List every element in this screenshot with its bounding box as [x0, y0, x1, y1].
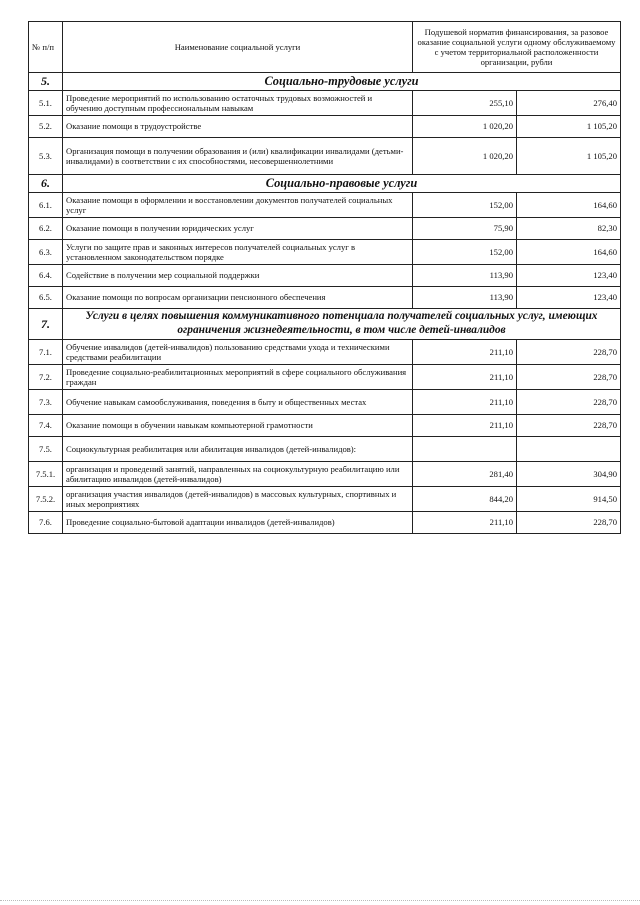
section-title: Социально-трудовые услуги — [63, 73, 621, 91]
row-service-name: Оказание помощи в трудоустройстве — [63, 116, 413, 138]
row-service-name: Социокультурная реабилитация или абилитация инвалидов (детей-инвалидов): — [63, 437, 413, 462]
section-title: Услуги в целях повышения коммуникативного потенциала получателей социальных услуг, имеющих ограничения жизнедеятельности, в том числе детей-инвалидов — [63, 309, 621, 340]
table-row — [29, 265, 621, 287]
row-value-2: 164,60 — [517, 240, 621, 265]
row-service-name: организация участия инвалидов (детей-инвалидов) в массовых культурных, спортивных и иных мероприятиях — [63, 487, 413, 512]
row-number: 7.3. — [29, 390, 63, 415]
row-value-2: 123,40 — [517, 265, 621, 287]
row-number: 7.4. — [29, 415, 63, 437]
row-value-1: 1 020,20 — [413, 116, 517, 138]
table-row — [29, 365, 621, 390]
row-number: 5.3. — [29, 138, 63, 175]
row-value-1: 211,10 — [413, 340, 517, 365]
section-row-6 — [29, 175, 621, 193]
row-number: 7.2. — [29, 365, 63, 390]
row-value-1: 255,10 — [413, 91, 517, 116]
row-value-2: 164,60 — [517, 193, 621, 218]
row-value-2 — [517, 437, 621, 462]
section-title: Социально-правовые услуги — [63, 175, 621, 193]
section-row-7 — [29, 309, 621, 340]
row-value-2: 228,70 — [517, 390, 621, 415]
section-number: 7. — [29, 309, 63, 340]
row-number: 7.6. — [29, 512, 63, 534]
row-service-name: Оказание помощи по вопросам организации пенсионного обеспечения — [63, 287, 413, 309]
row-service-name: Оказание помощи в обучении навыкам компьютерной грамотности — [63, 415, 413, 437]
row-value-1: 211,10 — [413, 512, 517, 534]
table-row — [29, 487, 621, 512]
scan-edge-line — [0, 900, 640, 901]
row-number: 7.5.1. — [29, 462, 63, 487]
row-value-1: 113,90 — [413, 287, 517, 309]
row-service-name: Обучение инвалидов (детей-инвалидов) пользованию средствами ухода и техническими средствами реабилитации — [63, 340, 413, 365]
row-value-1: 211,10 — [413, 390, 517, 415]
row-value-2: 914,50 — [517, 487, 621, 512]
row-number: 6.1. — [29, 193, 63, 218]
row-service-name: Услуги по защите прав и законных интересов получателей социальных услуг в установленном законодательством порядке — [63, 240, 413, 265]
row-number: 6.4. — [29, 265, 63, 287]
header-number: № п/п — [29, 22, 63, 73]
row-number: 7.5. — [29, 437, 63, 462]
row-service-name: Оказание помощи в оформлении и восстановлении документов получателей социальных услуг — [63, 193, 413, 218]
row-number: 6.2. — [29, 218, 63, 240]
section-number: 6. — [29, 175, 63, 193]
table-row — [29, 415, 621, 437]
header-service-name: Наименование социальной услуги — [63, 22, 413, 73]
row-service-name: Организация помощи в получении образования и (или) квалификации инвалидами (детьми-инвалидами) в соответствии с их способностями, несовершеннолетними — [63, 138, 413, 175]
row-value-2: 228,70 — [517, 415, 621, 437]
row-number: 7.1. — [29, 340, 63, 365]
table-header-row — [29, 22, 621, 73]
table-row — [29, 340, 621, 365]
row-value-2: 1 105,20 — [517, 116, 621, 138]
row-number: 6.5. — [29, 287, 63, 309]
header-financing-norm: Подушевой норматив финансирования, за разовое оказание социальной услуги одному обслуживаемому с учетом территориальной расположенности организации, рубли — [413, 22, 621, 73]
row-value-1: 844,20 — [413, 487, 517, 512]
row-value-1 — [413, 437, 517, 462]
table-row — [29, 512, 621, 534]
row-service-name: Оказание помощи в получении юридических услуг — [63, 218, 413, 240]
row-value-2: 228,70 — [517, 365, 621, 390]
row-value-1: 211,10 — [413, 415, 517, 437]
row-value-1: 281,40 — [413, 462, 517, 487]
row-value-2: 1 105,20 — [517, 138, 621, 175]
table-row — [29, 116, 621, 138]
row-service-name: Обучение навыкам самообслуживания, поведения в быту и общественных местах — [63, 390, 413, 415]
row-number: 5.2. — [29, 116, 63, 138]
row-number: 6.3. — [29, 240, 63, 265]
row-value-1: 75,90 — [413, 218, 517, 240]
row-value-2: 228,70 — [517, 512, 621, 534]
row-service-name: Содействие в получении мер социальной поддержки — [63, 265, 413, 287]
row-number: 7.5.2. — [29, 487, 63, 512]
table-row — [29, 138, 621, 175]
table-row — [29, 240, 621, 265]
section-number: 5. — [29, 73, 63, 91]
row-number: 5.1. — [29, 91, 63, 116]
table-row — [29, 390, 621, 415]
row-value-1: 152,00 — [413, 193, 517, 218]
table-row — [29, 287, 621, 309]
table-row — [29, 91, 621, 116]
financing-norms-table — [28, 21, 621, 534]
row-value-2: 82,30 — [517, 218, 621, 240]
row-service-name: Проведение социально-бытовой адаптации инвалидов (детей-инвалидов) — [63, 512, 413, 534]
row-value-1: 1 020,20 — [413, 138, 517, 175]
table-row — [29, 462, 621, 487]
table-row — [29, 437, 621, 462]
row-value-2: 228,70 — [517, 340, 621, 365]
row-value-2: 123,40 — [517, 287, 621, 309]
row-service-name: Проведение мероприятий по использованию остаточных трудовых возможностей и обучению доступным профессиональным навыкам — [63, 91, 413, 116]
row-value-2: 304,90 — [517, 462, 621, 487]
table-row — [29, 193, 621, 218]
row-value-1: 152,00 — [413, 240, 517, 265]
section-row-5 — [29, 73, 621, 91]
row-service-name: Проведение социально-реабилитационных мероприятий в сфере социального обслуживания граждан — [63, 365, 413, 390]
table-row — [29, 218, 621, 240]
row-value-1: 113,90 — [413, 265, 517, 287]
row-value-2: 276,40 — [517, 91, 621, 116]
row-service-name: организация и проведений занятий, направленных на социокультурную реабилитацию или абилитацию инвалидов (детей-инвалидов) — [63, 462, 413, 487]
row-value-1: 211,10 — [413, 365, 517, 390]
